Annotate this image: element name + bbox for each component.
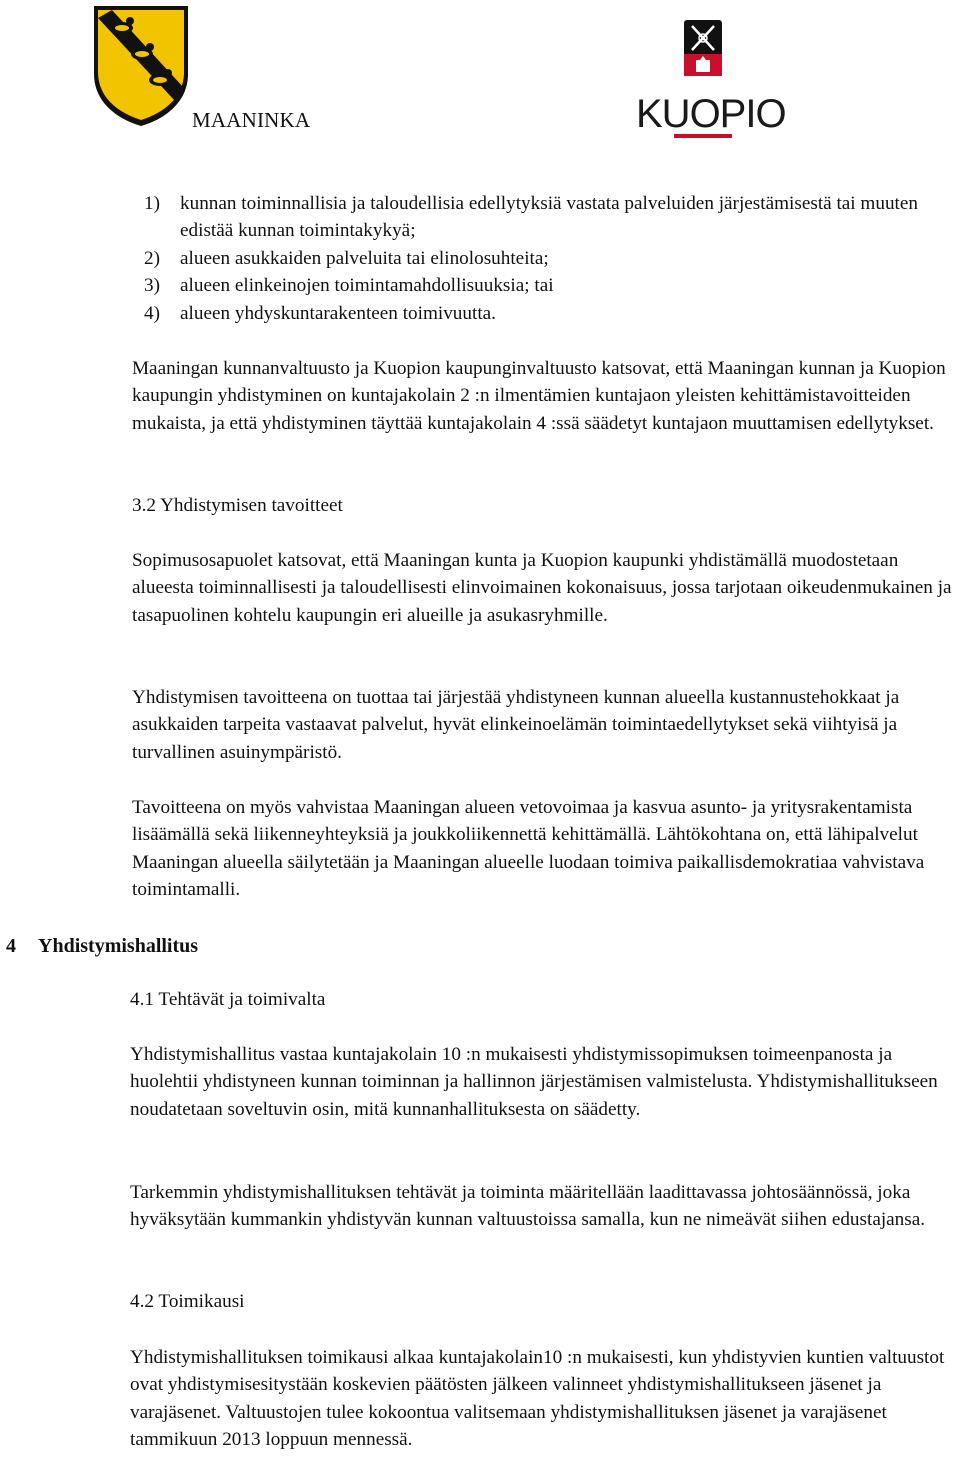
goals-paragraph-3: Tavoitteena on myös vahvistaa Maaningan alueen vetovoimaa ja kasvua asunto- ja yritysrakentamista lisäämällä sekä liikenneyhteyksiä ja joukkoliikennettä kehittämällä. Lähtökohtana on, että lähipalvelut Maaningan alueella säilytetään ja Maaningan alueelle luodaan toimiva paikallisdemokratiaa vahvistava toimintamalli.	[132, 797, 925, 901]
tasks-paragraph-1: Yhdistymishallitus vastaa kuntajakolain 10 :n mukaisesti yhdistymissopimuksen toimeenpanosta ja huolehtii yhdistyneen kunnan toiminnan ja hallinnon järjestämisen valmistelusta. Yhdistymishallitukseen noudatetaan soveltuvin osin, mitä kunnanhallituksesta on säädetty.	[130, 1044, 938, 1120]
list-item: 4) alueen yhdyskuntarakenteen toimivuutta.	[144, 302, 496, 324]
maaninka-org-name: MAANINKA	[192, 108, 311, 132]
tasks-paragraph-2: Tarkemmin yhdistymishallituksen tehtävät ja toiminta määritellään laadittavassa johtosäännössä, joka hyväksytään kummankin yhdistyvän kunnan valtuustoissa samalla, kun ne nimeävät siihen edustajansa.	[130, 1182, 926, 1231]
council-paragraph: Maaningan kunnanvaltuusto ja Kuopion kaupunginvaltuusto katsovat, että Maaningan kunnan ja Kuopion kaupungin yhdistyminen on kuntajakolain 2 :n ilmentämien kuntajaon yleisten kehittämistavoitteiden mukaista, ja että yhdistyminen täyttää kuntajakolain 4 :ssä säädetyt kuntajaon muuttamisen edellytykset.	[132, 358, 946, 434]
goals-paragraph-1: Sopimusosapuolet katsovat, että Maaningan kunta ja Kuopion kaupunki yhdistämällä muodostetaan alueesta toiminnallisesti ja taloudellisesti elinvoimainen kokonaisuus, jossa tarjotaan oikeudenmukainen ja tasapuolinen kohtelu kaupungin eri alueille ja asukasryhmille.	[132, 550, 952, 626]
kuopio-logo-text: KUOPIO	[636, 92, 786, 136]
goals-paragraph-2: Yhdistymisen tavoitteena on tuottaa tai järjestää yhdistyneen kunnan alueella kustannustehokkaat ja asukkaiden tarpeita vastaavat palvelut, hyvät elinkeinoelämän toimintaedellytykset sekä viihtyisä ja turvallinen asuinympäristö.	[132, 687, 900, 763]
list-item: 3) alueen elinkeinojen toimintamahdollisuuksia; tai	[144, 275, 554, 297]
maaninka-crest-logo	[92, 4, 190, 128]
heading-3-2: 3.2 Yhdistymisen tavoitteet	[132, 495, 343, 516]
heading-4-1: 4.1 Tehtävät ja toimivalta	[130, 989, 326, 1010]
section-4-title: 4 Yhdistymishallitus	[6, 935, 199, 957]
term-paragraph: Yhdistymishallituksen toimikausi alkaa kuntajakolain10 :n mukaisesti, kun yhdistyvien kuntien valtuustot ovat yhdistymisesitystään koskevien päätösten jälkeen valinneet yhdistymishallitukseen jäsenet ja varajäsenet. Valtuustojen tulee kokoontua valitsemaan yhdistymishallituksen jäsenet ja varajäsenet tammikuun 2013 loppuun mennessä.	[130, 1347, 945, 1451]
list-item: 2) alueen asukkaiden palveluita tai elinolosuhteita;	[144, 247, 549, 269]
conditions-list	[144, 190, 960, 327]
heading-4-2: 4.2 Toimikausi	[130, 1291, 245, 1312]
list-item: 1) kunnan toiminnallisia ja taloudellisia edellytyksiä vastata palveluiden järjestämisestä tai muuten edistää kunnan toimintakykyä;	[144, 193, 918, 242]
